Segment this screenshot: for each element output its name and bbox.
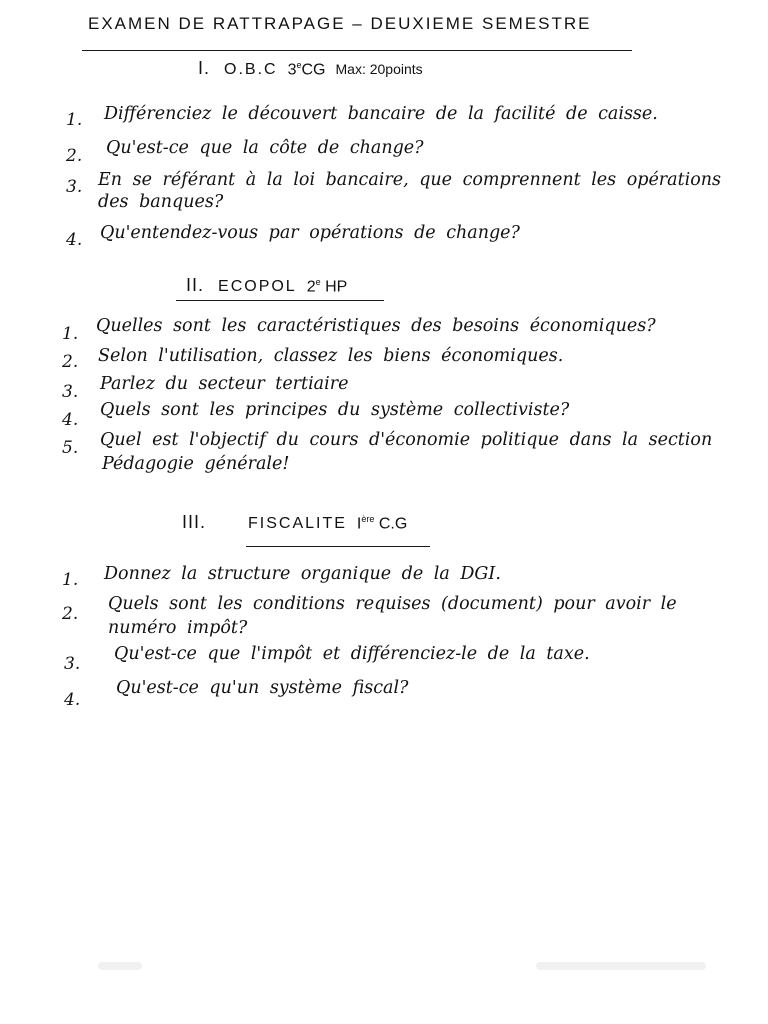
section-subject: O.B.C (224, 61, 278, 78)
question-number: 2. (62, 352, 79, 372)
section-numeral: I. (198, 58, 211, 78)
question-text: Selon l'utilisation, classez les biens économiques. (98, 346, 564, 366)
question-number: 3. (66, 177, 83, 197)
scan-smudge (536, 962, 706, 970)
question-number: 1. (62, 570, 79, 590)
question-text: En se référant à la loi bancaire, que comprennent les opérations (98, 170, 722, 190)
question-text: Quels sont les conditions requises (document) pour avoir le (108, 594, 677, 614)
section-class: Ière C.G (356, 513, 408, 532)
section-subject: FISCALITE (248, 515, 347, 532)
section-numeral: II. (186, 275, 205, 295)
section-max-points: Max: 20points (335, 61, 423, 77)
question-text-continued: numéro impôt? (108, 618, 248, 638)
question-number: 2. (62, 604, 79, 624)
question-text: Différenciez le découvert bancaire de la facilité de caisse. (104, 104, 658, 124)
section-heading-fiscalite (182, 512, 407, 533)
section-heading-ecopol (186, 275, 347, 296)
question-number: 5. (62, 438, 79, 458)
section-underline (176, 300, 384, 301)
question-number: 2. (66, 146, 83, 166)
question-number: 4. (66, 230, 83, 250)
scan-smudge (98, 962, 142, 970)
section-class: 3eCG (287, 59, 326, 78)
question-number: 4. (64, 690, 81, 710)
question-text-continued: des banques? (98, 192, 224, 212)
question-number: 3. (64, 654, 81, 674)
question-number: 4. (62, 410, 79, 430)
title-underline (82, 50, 632, 51)
section-class: 2e HP (306, 276, 348, 295)
section-underline (246, 546, 430, 547)
section-subject: ECOPOL (218, 278, 297, 295)
question-number: 3. (62, 382, 79, 402)
question-text: Qu'est-ce que l'impôt et différenciez-le de la taxe. (114, 644, 590, 664)
question-text: Quels sont les principes du système collectiviste? (100, 400, 570, 420)
question-text: Qu'entendez-vous par opérations de change? (100, 223, 520, 243)
section-numeral: III. (182, 512, 207, 532)
question-text: Parlez du secteur tertiaire (100, 374, 349, 394)
exam-title: EXAMEN DE RATTRAPAGE – DEUXIEME SEMESTRE (88, 14, 592, 33)
question-text: Quelles sont les caractéristiques des besoins économiques? (96, 316, 656, 336)
question-number: 1. (66, 110, 83, 130)
question-text: Donnez la structure organique de la DGI. (104, 564, 501, 584)
question-number: 1. (62, 324, 79, 344)
question-text: Quel est l'objectif du cours d'économie politique dans la section (100, 430, 713, 450)
question-text: Qu'est-ce que la côte de change? (106, 138, 424, 158)
question-text: Qu'est-ce qu'un système fiscal? (116, 678, 409, 698)
question-text-continued: Pédagogie générale! (102, 454, 290, 474)
section-heading-obc (198, 58, 423, 79)
